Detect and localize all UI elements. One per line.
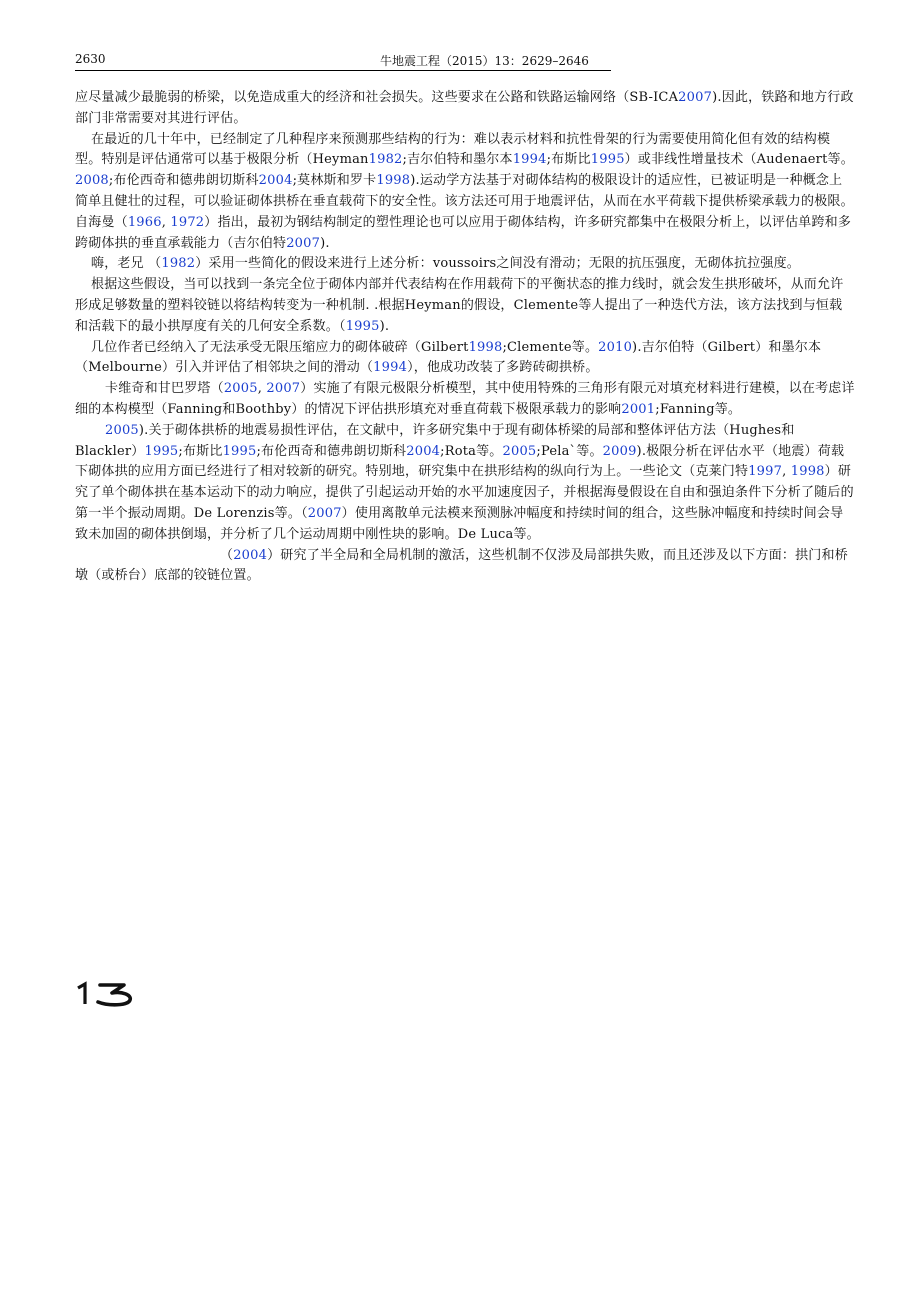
paragraph-text: ）采用一些简化的假设来进行上述分析：voussoirs之间没有滑动；无限的抗压强度，无砌体抗拉强度。 [195, 256, 800, 272]
citation-link[interactable]: 2004 [406, 443, 441, 459]
running-header [75, 50, 611, 71]
page-number: 2630 [75, 52, 106, 66]
paragraph-text: ). [320, 235, 330, 251]
article-body [75, 88, 855, 587]
paragraph-text: ).吉尔伯特（Gilbert）和墨尔本（Melbourne）引入并评估了相邻块之间的滑动（ [75, 339, 822, 376]
paragraph-text: ）研究了单个砌体拱在基本运动下的动力响应，提供了引起运动开始的水平加速度因子，并根据海曼假设在自由和强迫条件下分析了随后的第一半个振动周期。De Lorenzis等。（ [75, 464, 854, 521]
paragraph-text: ).因此，铁路和地方行政部门非常需要对其进行评估。 [75, 90, 854, 126]
citation-link[interactable]: 1995 [222, 443, 257, 459]
paragraph-text: ;布伦西奇和德弗朗切斯科 [108, 173, 259, 189]
paragraph-text: ;Rota等。 [440, 443, 503, 459]
citation-link[interactable]: 2008 [75, 173, 109, 189]
paragraph-text: 应尽量减少最脆弱的桥梁，以免造成重大的经济和社会损失。这些要求在公路和铁路运输网络（SB-ICA [75, 90, 679, 105]
paragraph-limit-analysis [75, 130, 855, 255]
citation-link[interactable]: 2009 [602, 443, 637, 459]
paragraph-text: 根据这些假设，当可以找到一条完全位于砌体内部并代表结构在作用载荷下的平衡状态的推力线时，就会发生拱形破坏，从而允许形成足够数量的塑料铰链以将结构转变为一种机制. .根据Heyman的假设，Clemente等人提出了一种迭代方法，该方法找到与恒载和活载下的最小拱厚度有关的几何安全系数。（ [75, 277, 844, 334]
citation-link[interactable]: 1982 [368, 152, 403, 168]
citation-link[interactable]: 2007 [678, 90, 713, 105]
paragraph-text: , [257, 381, 267, 397]
citation-link[interactable]: 1995 [590, 152, 625, 168]
paragraph-fem-limit-analysis [75, 379, 855, 421]
springer-13-logo [74, 978, 136, 1008]
paragraph-thrust-line [75, 275, 855, 337]
citation-link[interactable]: 2007 [286, 235, 321, 251]
paragraph-text: ;布斯比 [178, 443, 223, 459]
paragraph-text: , [782, 464, 791, 480]
citation-link[interactable]: 1995 [345, 318, 380, 334]
paragraph-text: ），他成功改装了多跨砖砌拱桥。 [407, 360, 599, 376]
citation-link[interactable]: 2004 [258, 173, 293, 189]
paragraph-text: 卡维奇和甘巴罗塔（ [105, 381, 224, 397]
paragraph-text: ).极限分析在评估水平（地震）荷载下砌体拱的应用方面已经进行了相对较新的研究。特别地，研究集中在拱形结构的纵向行为上。一些论文（克莱门特 [75, 443, 845, 480]
paragraph-text: ）实施了有限元极限分析模型，其中使用特殊的三角形有限元对填充材料进行建模，以在考虑详细的本构模型（Fanning和Boothby）的情况下评估拱形填充对垂直荷载下极限承载力的影响 [75, 381, 855, 417]
paragraph-text: ;Fanning等。 [655, 401, 742, 417]
citation-link[interactable]: 2005 [105, 422, 139, 438]
paragraph-text: 在最近的几十年中，已经制定了几种程序来预测那些结构的行为：难以表示材料和抗性骨架的行为需要使用简化但有效的结构模型。特别是评估通常可以基于极限分析（Heyman [75, 131, 831, 168]
paragraph-text: ;Clemente等。 [502, 339, 599, 355]
paragraph-text: ;吉尔伯特和墨尔本 [402, 152, 513, 168]
paragraph-text: ).运动学方法基于对砌体结构的极限设计的适应性，已被证明是一种概念上简单且健壮的过程，可以验证砌体拱桥在垂直载荷下的安全性。该方法还可用于地震评估，从而在水平荷载下提供桥梁承载力的极限。自海曼（ [75, 173, 854, 230]
citation-link[interactable]: 2007 [307, 505, 342, 521]
paragraph-heyman-assumptions [75, 254, 855, 275]
citation-link[interactable]: 1998 [790, 464, 825, 480]
citation-link[interactable]: 1997 [748, 464, 783, 480]
paragraph-text: ). [379, 318, 390, 334]
citation-link[interactable]: 1994 [373, 360, 408, 376]
citation-link[interactable]: 1994 [512, 152, 547, 168]
citation-link[interactable]: 2005 [502, 443, 537, 459]
paragraph-crushing-sliding [75, 338, 855, 380]
paragraph-text: ）或非线性增量技术（Audenaert等。 [624, 152, 854, 168]
citation-link[interactable]: 2001 [621, 401, 656, 417]
paragraph-seismic-assessment [75, 421, 855, 546]
paragraph-text: 几位作者已经纳入了无法承受无限压缩应力的砌体破碎（Gilbert [91, 339, 469, 355]
citation-link[interactable]: 2005 [223, 381, 258, 397]
journal-citation: 牛地震工程（2015）13：2629–2646 [380, 54, 589, 68]
citation-link[interactable]: 1998 [376, 173, 411, 189]
paragraph-text: ）使用离散单元法模来预测脉冲幅度和持续时间的组合，这些脉冲幅度和持续时间会导致未加固的砌体拱倒塌，并分析了几个运动周期中刚性块的影响。De Luca等。 [75, 505, 844, 542]
paragraph-text: ;布伦西奇和德弗朗切斯科 [256, 443, 407, 459]
paragraph-text: ）研究了半全局和全局机制的激活，这些机制不仅涉及局部拱失败，而且还涉及以下方面：拱门和桥墩（或桥台）底部的铰链位置。 [75, 547, 848, 584]
citation-link[interactable]: 2004 [233, 547, 268, 563]
paragraph-bridge-evaluation [75, 88, 855, 130]
logo-13-icon [74, 978, 136, 1008]
citation-link[interactable]: 1998 [468, 339, 503, 355]
citation-link[interactable]: 1982 [161, 256, 196, 272]
paragraph-mechanisms [75, 546, 855, 588]
citation-link[interactable]: 2007 [266, 381, 301, 397]
paragraph-text: ;Pela`等。 [536, 443, 603, 459]
citation-link[interactable]: 1995 [144, 443, 179, 459]
paragraph-text: 嗨，老兄 （ [91, 256, 162, 272]
paragraph-text: , [161, 214, 171, 230]
citation-link[interactable]: 2010 [598, 339, 633, 355]
citation-link[interactable]: 1966 [127, 214, 162, 230]
paragraph-text: ;布斯比 [546, 152, 591, 168]
paragraph-text: （ [220, 547, 234, 563]
paragraph-text: ).关于砌体拱桥的地震易损性评估，在文献中，许多研究集中于现有砌体桥梁的局部和整体评估方法（Hughes和Blackler） [75, 422, 795, 459]
citation-link[interactable]: 1972 [170, 214, 205, 230]
paragraph-text: ;莫林斯和罗卡 [292, 173, 377, 189]
paragraph-text: ）指出，最初为钢结构制定的塑性理论也可以应用于砌体结构，许多研究都集中在极限分析上，以评估单跨和多跨砌体拱的垂直承载能力（吉尔伯特 [75, 214, 852, 251]
